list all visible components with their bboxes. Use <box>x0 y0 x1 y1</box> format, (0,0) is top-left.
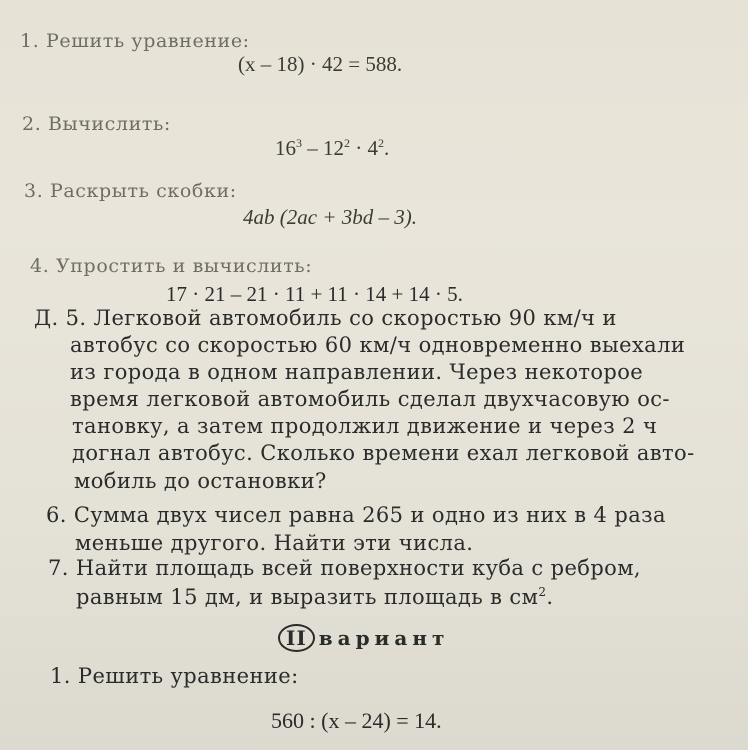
variant2-task-1-equation: 560 : (x – 24) = 14. <box>271 708 442 733</box>
task-5-line: время легковой автомобиль сделал двухчасовую ос- <box>70 387 670 411</box>
task-1-label: 1. Решить уравнение: <box>20 30 250 52</box>
task-2-expression: $16^3 - 12^2 \cdot 4^2$. <box>275 136 390 160</box>
variant2-task-1-label: 1. Решить уравнение: <box>50 664 299 688</box>
task-5-line: из города в одном направлении. Через некоторое <box>70 360 644 384</box>
task-4-expression: 17 · 21 – 21 · 11 + 11 · 14 + 14 · 5. <box>166 282 463 306</box>
task-1-equation: (x – 18) · 42 = 588. <box>238 52 403 76</box>
task-7-line: равным 15 дм, и выразить площадь в $см^2$. <box>76 585 554 609</box>
task-7-line: 7. Найти площадь всей поверхности куба с ребром, <box>48 556 642 580</box>
variant-number: II <box>278 624 315 652</box>
task-5-line: Д. 5. Легковой автомобиль со скоростью 90 км/ч и <box>34 306 617 330</box>
task-5-line: догнал автобус. Сколько времени ехал легковой авто- <box>72 441 695 465</box>
task-5-line: тановку, а затем продолжил движение и через 2 ч <box>72 414 658 438</box>
variant-heading <box>278 624 449 652</box>
task-4-label: 4. Упростить и вычислить: <box>30 255 313 277</box>
task-3-expression: 4ab (2ac + 3bd – 3). <box>243 205 417 229</box>
task-3-label: 3. Раскрыть скобки: <box>24 180 237 202</box>
task-2-label: 2. Вычислить: <box>22 113 171 135</box>
task-5-line: автобус со скоростью 60 км/ч одновременно выехали <box>70 333 686 357</box>
variant-word: вариант <box>318 626 450 650</box>
task-6-line: 6. Сумма двух чисел равна 265 и одно из них в 4 раза <box>46 503 666 527</box>
task-6-line: меньше другого. Найти эти числа. <box>75 531 474 555</box>
task-5-line: мобиль до остановки? <box>74 469 327 493</box>
